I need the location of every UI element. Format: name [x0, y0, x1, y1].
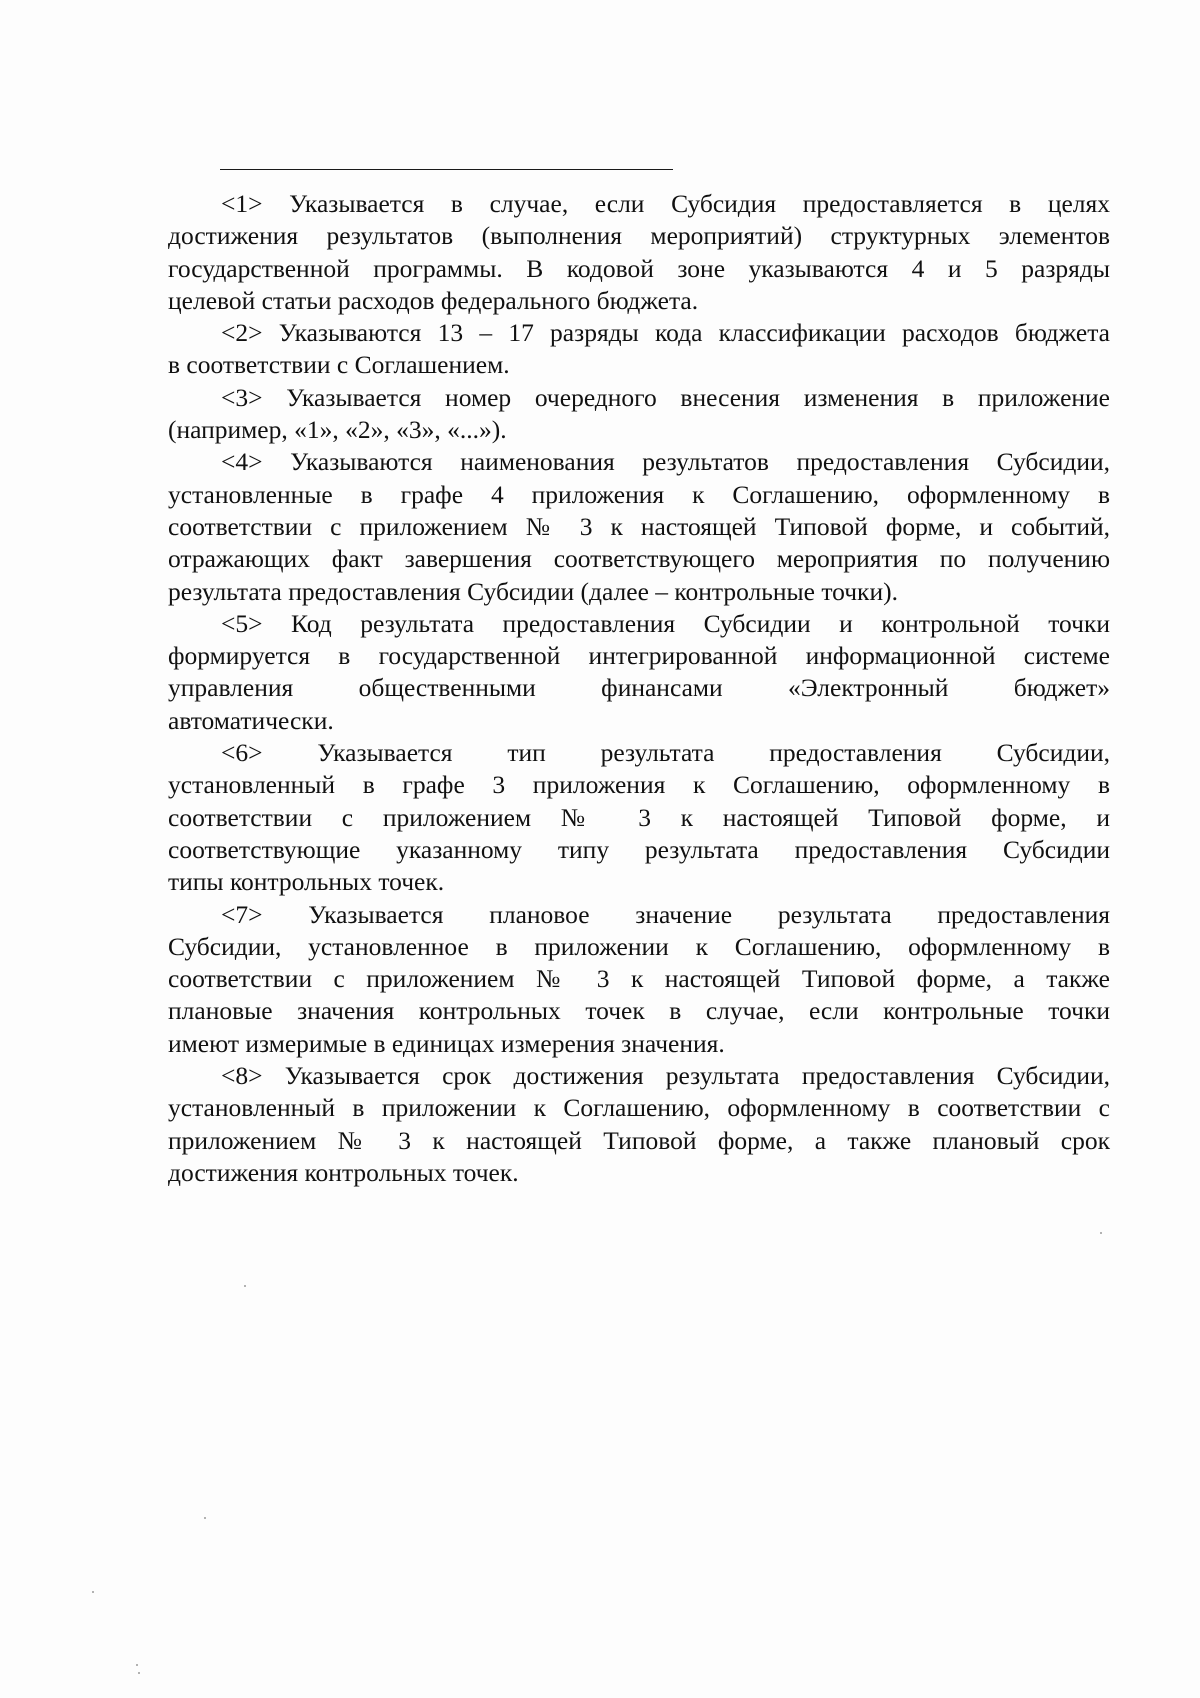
- footnote-line: Субсидии, установленное в приложении к Соглашению, оформленному в: [168, 931, 1110, 961]
- footnote-line: <3> Указывается номер очередного внесения изменения в приложение: [221, 382, 1110, 412]
- footnote-line: достижения результатов (выполнения мероприятий) структурных элементов: [168, 221, 1110, 251]
- footnote-line: соответствующие указанному типу результата предоставления Субсидии: [168, 834, 1110, 864]
- footnote-line: отражающих факт завершения соответствующего мероприятия по получению: [168, 544, 1110, 574]
- footnote-4: [168, 446, 1110, 607]
- footnote-line: <4> Указываются наименования результатов предоставления Субсидии,: [221, 447, 1110, 477]
- footnote-line: автоматически.: [168, 705, 334, 735]
- footnote-6: [168, 737, 1110, 898]
- footnote-line: типы контрольных точек.: [168, 867, 445, 897]
- footnote-line: <1> Указывается в случае, если Субсидия предоставляется в целях: [221, 189, 1110, 218]
- footnote-line: достижения контрольных точек.: [168, 1157, 519, 1187]
- scan-speck: [92, 1591, 94, 1593]
- footnote-2: [168, 317, 1110, 382]
- footnote-line: соответствии с приложением № 3 к настоящей Типовой форме, и: [168, 802, 1110, 832]
- footnote-line: установленные в графе 4 приложения к Соглашению, оформленному в: [168, 479, 1110, 509]
- footnote-line: целевой статьи расходов федерального бюджета.: [168, 285, 699, 315]
- footnote-5: [168, 608, 1110, 737]
- footnote-line: формируется в государственной интегрированной информационной системе: [168, 641, 1110, 671]
- footnote-line: результата предоставления Субсидии (далее – контрольные точки).: [168, 576, 898, 606]
- footnote-line: установленный в приложении к Соглашению, оформленному в соответствии с: [168, 1093, 1110, 1123]
- scan-speck: [138, 1672, 140, 1674]
- footnote-line: <8> Указывается срок достижения результата предоставления Субсидии,: [221, 1061, 1110, 1091]
- footnote-line: имеют измеримые в единицах измерения значения.: [168, 1028, 725, 1058]
- footnote-line: <5> Код результата предоставления Субсидии и контрольной точки: [221, 608, 1110, 638]
- footnote-line: <7> Указывается плановое значение результата предоставления: [221, 899, 1110, 929]
- footnote-7: [168, 899, 1110, 1060]
- footnote-line: <2> Указываются 13 – 17 разряды кода классификации расходов бюджета: [221, 318, 1110, 348]
- footnote-line: соответствии с приложением № 3 к настоящей Типовой форме, а также: [168, 964, 1110, 994]
- footnote-line: управления общественными финансами «Электронный бюджет»: [168, 673, 1110, 703]
- footnote-line: в соответствии с Соглашением.: [168, 350, 510, 380]
- footnote-line: (например, «1», «2», «3», «...»).: [168, 415, 507, 445]
- scan-speck: [204, 1517, 206, 1519]
- footnote-line: плановые значения контрольных точек в случае, если контрольные точки: [168, 996, 1110, 1026]
- footnote-separator-rule: [220, 169, 673, 170]
- footnote-8: [168, 1060, 1110, 1189]
- footnote-line: приложением № 3 к настоящей Типовой форме, а также плановый срок: [168, 1125, 1110, 1155]
- footnote-line: установленный в графе 3 приложения к Соглашению, оформленному в: [168, 770, 1110, 800]
- footnote-1: [168, 188, 1110, 317]
- footnote-line: соответствии с приложением № 3 к настоящей Типовой форме, и событий,: [168, 511, 1110, 541]
- scan-speck: [244, 1285, 246, 1287]
- footnote-line: государственной программы. В кодовой зоне указываются 4 и 5 разряды: [168, 253, 1110, 283]
- footnote-line: <6> Указывается тип результата предоставления Субсидии,: [221, 738, 1110, 768]
- scan-speck: [1100, 1232, 1102, 1234]
- footnote-3: [168, 382, 1110, 447]
- footnotes-block: [168, 188, 1110, 1189]
- scan-speck: [136, 1664, 138, 1666]
